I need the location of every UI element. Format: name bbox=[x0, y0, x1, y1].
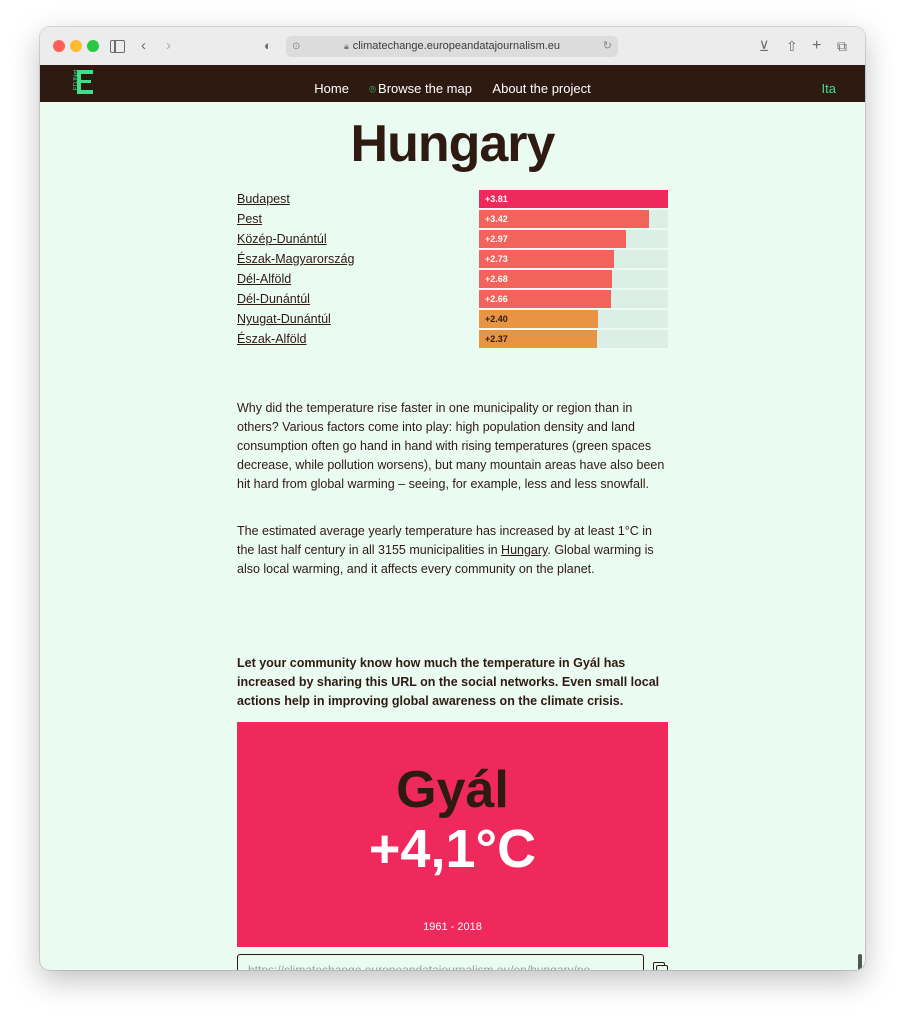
region-bar-track bbox=[479, 330, 668, 348]
copy-icon[interactable] bbox=[653, 962, 666, 970]
region-link[interactable]: Dél-Alföld bbox=[237, 272, 292, 286]
share-card bbox=[237, 722, 668, 947]
region-row bbox=[237, 190, 668, 210]
region-bar bbox=[479, 210, 649, 228]
region-bar bbox=[479, 230, 626, 248]
scrollbar[interactable] bbox=[858, 954, 862, 970]
region-link[interactable]: Budapest bbox=[237, 192, 290, 206]
region-row bbox=[237, 230, 668, 250]
region-link[interactable]: Közép-Dunántúl bbox=[237, 232, 327, 246]
sidebar-icon[interactable] bbox=[110, 40, 125, 53]
region-value: +2.37 bbox=[485, 334, 508, 344]
region-link[interactable]: Nyugat-Dunántúl bbox=[237, 312, 331, 326]
site-settings-icon[interactable]: ⊙ bbox=[292, 41, 301, 52]
region-link[interactable]: Dél-Dunántúl bbox=[237, 292, 310, 306]
region-bar-track bbox=[479, 210, 668, 228]
estimate-text-end: . Global warming is also local warming, and it affects every community on the planet. bbox=[237, 543, 654, 576]
region-bar bbox=[479, 250, 614, 268]
site-header bbox=[40, 65, 865, 102]
region-bar bbox=[479, 310, 598, 328]
region-row bbox=[237, 310, 668, 330]
lock-icon: 🔒︎ bbox=[343, 41, 349, 51]
download-icon[interactable]: ⊻ bbox=[759, 38, 770, 54]
region-bar-track bbox=[479, 230, 668, 248]
region-row bbox=[237, 270, 668, 290]
logo-text: EDJNet bbox=[73, 69, 80, 91]
forward-icon[interactable]: › bbox=[166, 37, 171, 54]
region-bar bbox=[479, 190, 668, 208]
browser-toolbar bbox=[40, 27, 865, 66]
map-pin-icon: ⌾ bbox=[369, 84, 377, 96]
region-value: +2.73 bbox=[485, 254, 508, 264]
region-row bbox=[237, 290, 668, 310]
tabs-overview-icon[interactable]: ⧉ bbox=[837, 38, 847, 54]
region-value: +2.40 bbox=[485, 314, 508, 324]
regions-ranking bbox=[237, 190, 668, 350]
share-icon[interactable]: ⇧ bbox=[786, 38, 798, 54]
page-content bbox=[40, 102, 865, 970]
address-text: climatechange.europeandatajournalism.eu bbox=[352, 40, 561, 52]
region-bar-track bbox=[479, 290, 668, 308]
region-bar bbox=[479, 270, 612, 288]
new-tab-icon[interactable]: + bbox=[812, 37, 822, 54]
shield-icon[interactable]: ◐ bbox=[264, 38, 272, 53]
region-bar-track bbox=[479, 270, 668, 288]
page-title: Hungary bbox=[350, 115, 555, 173]
region-bar-track bbox=[479, 310, 668, 328]
region-value: +3.81 bbox=[485, 194, 508, 204]
region-link[interactable]: Pest bbox=[237, 212, 263, 226]
reload-icon[interactable]: ↻ bbox=[602, 40, 612, 52]
region-value: +2.97 bbox=[485, 234, 508, 244]
region-bar-track bbox=[479, 190, 668, 208]
share-url-input[interactable] bbox=[237, 954, 644, 970]
estimate-text: The estimated average yearly temperature has increased by at least 1°C in the last half century in all 3155 municipalities in bbox=[237, 524, 652, 557]
region-link[interactable]: Észak-Magyarország bbox=[237, 252, 355, 266]
region-row bbox=[237, 210, 668, 230]
share-prompt: Let your community know how much the temperature in Gyál has increased by sharing this URL on the social networks. Even small local actions help in improving global awareness on the climate crisis. bbox=[237, 656, 660, 708]
region-bar bbox=[479, 330, 597, 348]
close-window-button[interactable] bbox=[53, 40, 65, 52]
region-bar bbox=[479, 290, 611, 308]
country-link[interactable]: Hungary bbox=[501, 543, 548, 557]
browser-window bbox=[40, 27, 865, 970]
region-value: +2.66 bbox=[485, 294, 508, 304]
region-row bbox=[237, 250, 668, 270]
back-icon[interactable]: ‹ bbox=[141, 37, 146, 54]
estimate-paragraph bbox=[237, 522, 665, 579]
language-switch[interactable]: Ita bbox=[821, 81, 836, 96]
zoom-window-button[interactable] bbox=[87, 40, 99, 52]
intro-paragraph: Why did the temperature rise faster in one municipality or region than in others? Various factors come into play: high population density and land consumption often go hand in hand with rising temperatures (green spaces decrease, while pollution worsens), but many mountain areas have also been hit hard from global warming – seeing, for example, less and less snowfall. bbox=[237, 401, 665, 491]
region-value: +3.42 bbox=[485, 214, 508, 224]
region-link[interactable]: Észak-Alföld bbox=[237, 332, 307, 346]
card-temperature: +4,1°C bbox=[368, 819, 537, 879]
nav-browse-map-label: Browse the map bbox=[378, 81, 472, 96]
nav-about[interactable]: About the project bbox=[492, 81, 591, 96]
nav-home[interactable]: Home bbox=[314, 81, 349, 96]
card-period: 1961 - 2018 bbox=[423, 921, 482, 933]
main-nav bbox=[40, 65, 865, 102]
card-place-name: Gyál bbox=[396, 761, 509, 819]
region-value: +2.68 bbox=[485, 274, 508, 284]
region-row bbox=[237, 330, 668, 350]
address-bar[interactable] bbox=[286, 36, 618, 57]
minimize-window-button[interactable] bbox=[70, 40, 82, 52]
region-bar-track bbox=[479, 250, 668, 268]
